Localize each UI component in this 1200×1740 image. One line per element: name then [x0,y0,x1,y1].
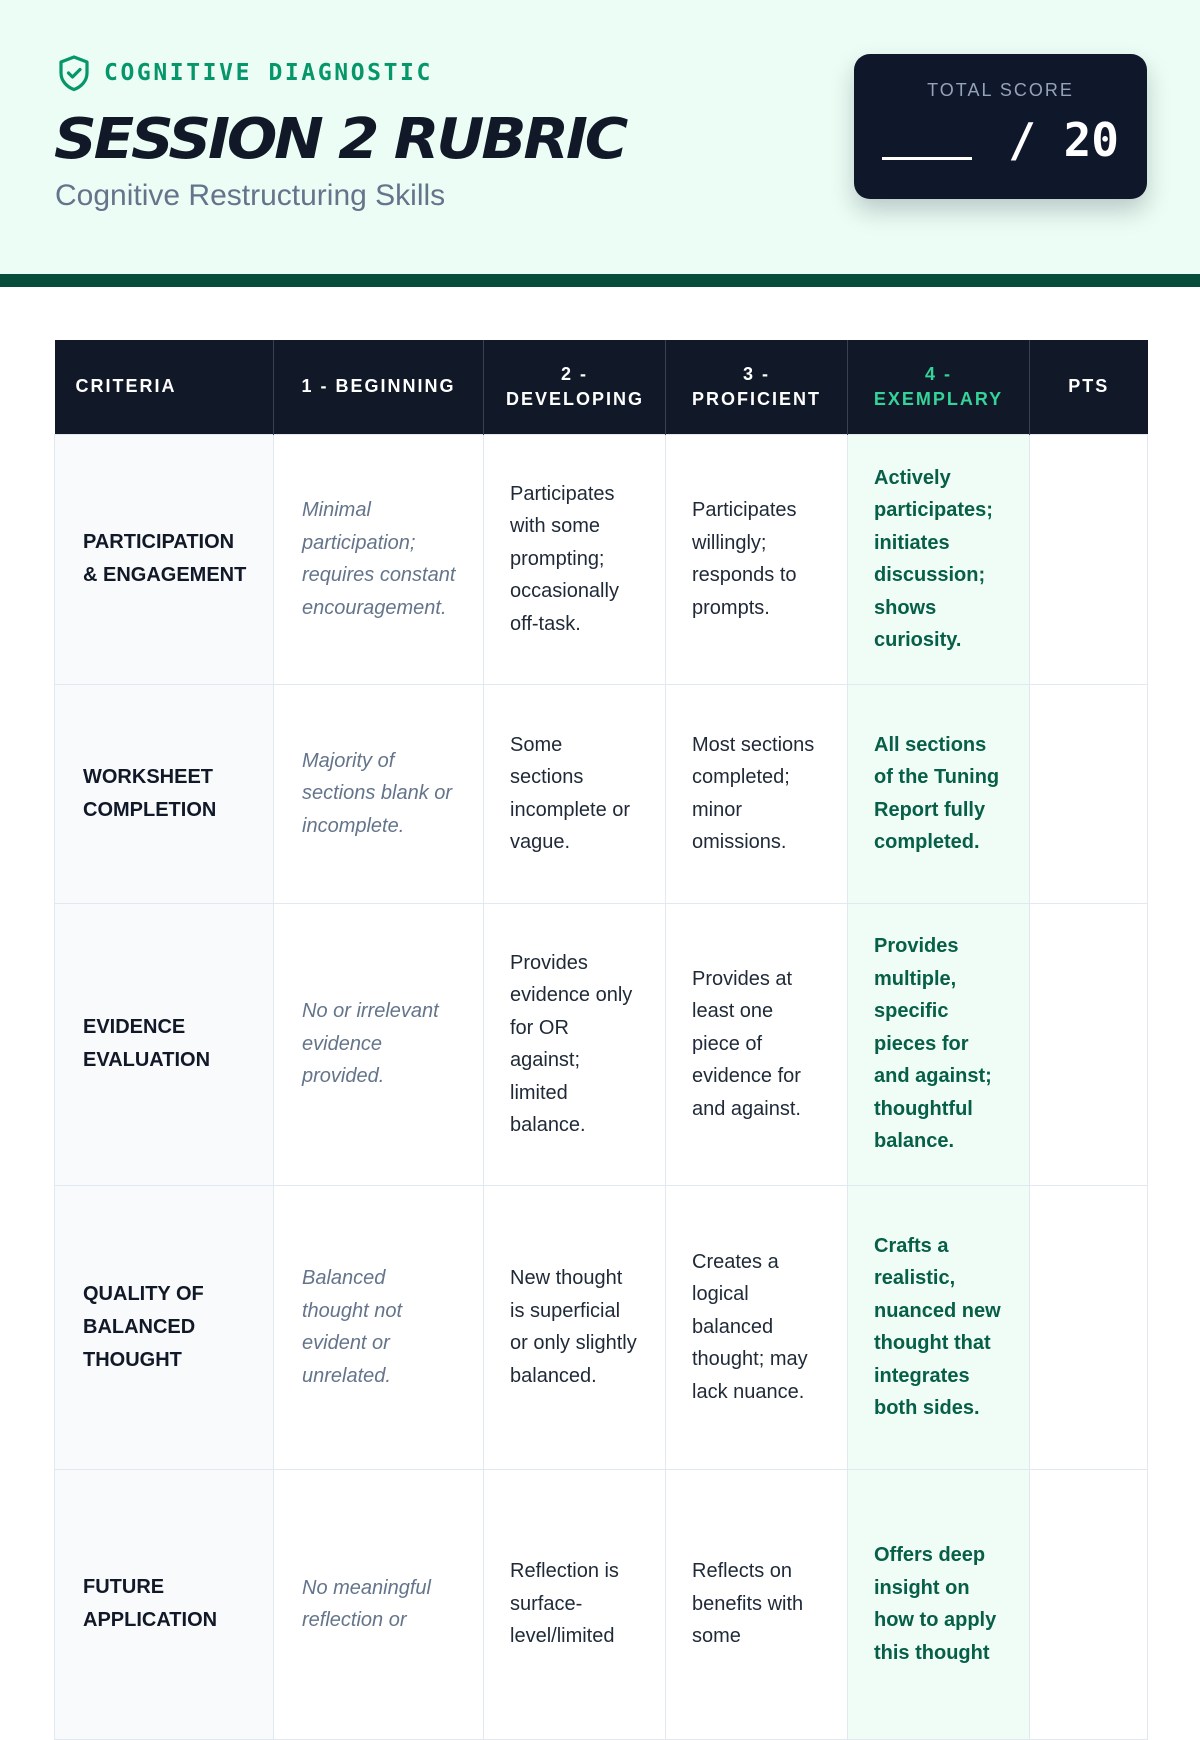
table-row [55,684,1148,903]
column-header-pts: PTS [1030,340,1148,434]
total-score-value: / 20 [1008,113,1119,167]
points-cell[interactable] [1030,903,1148,1185]
header-banner [0,0,1200,274]
rubric-table [54,340,1148,1740]
proficient-descriptor: Reflects on benefits with some [666,1469,848,1739]
beginning-descriptor: Minimal participation; requires constant encouragement. [274,434,484,684]
exemplary-descriptor: Offers deep insight on how to apply this thought [848,1469,1030,1739]
shield-check-icon [56,54,92,92]
criterion-label: PARTICIPATION & ENGAGEMENT [55,434,274,684]
proficient-descriptor: Provides at least one piece of evidence for and against. [666,903,848,1185]
proficient-descriptor: Creates a logical balanced thought; may lack nuance. [666,1185,848,1469]
points-cell[interactable] [1030,434,1148,684]
criterion-label: EVIDENCE EVALUATION [55,903,274,1185]
exemplary-descriptor: All sections of the Tuning Report fully completed. [848,684,1030,903]
header-divider [0,274,1200,287]
column-header-exemplary: 4 - EXEMPLARY [848,340,1030,434]
developing-descriptor: Participates with some prompting; occasionally off-task. [484,434,666,684]
page-title: SESSION 2 RUBRIC [54,107,626,172]
table-row [55,1185,1148,1469]
column-header-criteria: CRITERIA [55,340,274,434]
total-score-label: TOTAL SCORE [927,80,1074,100]
total-score-card [854,54,1147,199]
beginning-descriptor: Balanced thought not evident or unrelated. [274,1185,484,1469]
points-cell[interactable] [1030,684,1148,903]
developing-descriptor: Some sections incomplete or vague. [484,684,666,903]
page-subtitle: Cognitive Restructuring Skills [55,179,446,212]
developing-descriptor: New thought is superficial or only slightly balanced. [484,1185,666,1469]
table-row [55,1469,1148,1739]
criterion-label: FUTURE APPLICATION [55,1469,274,1739]
developing-descriptor: Provides evidence only for OR against; limited balance. [484,903,666,1185]
column-header-developing: 2 - DEVELOPING [484,340,666,434]
proficient-descriptor: Participates willingly; responds to prompts. [666,434,848,684]
column-header-beginning: 1 - BEGINNING [274,340,484,434]
eyebrow [56,54,433,92]
column-header-proficient: 3 - PROFICIENT [666,340,848,434]
developing-descriptor: Reflection is surface-level/limited [484,1469,666,1739]
exemplary-descriptor: Actively participates; initiates discussion; shows curiosity. [848,434,1030,684]
criterion-label: QUALITY OF BALANCED THOUGHT [55,1185,274,1469]
beginning-descriptor: Majority of sections blank or incomplete. [274,684,484,903]
table-header-row [55,340,1148,434]
proficient-descriptor: Most sections completed; minor omissions. [666,684,848,903]
criterion-label: WORKSHEET COMPLETION [55,684,274,903]
table-row [55,434,1148,684]
table-row [55,903,1148,1185]
points-cell[interactable] [1030,1469,1148,1739]
exemplary-descriptor: Provides multiple, specific pieces for and against; thoughtful balance. [848,903,1030,1185]
exemplary-descriptor: Crafts a realistic, nuanced new thought that integrates both sides. [848,1185,1030,1469]
beginning-descriptor: No meaningful reflection or [274,1469,484,1739]
eyebrow-label: COGNITIVE DIAGNOSTIC [104,60,433,86]
points-cell[interactable] [1030,1185,1148,1469]
beginning-descriptor: No or irrelevant evidence provided. [274,903,484,1185]
